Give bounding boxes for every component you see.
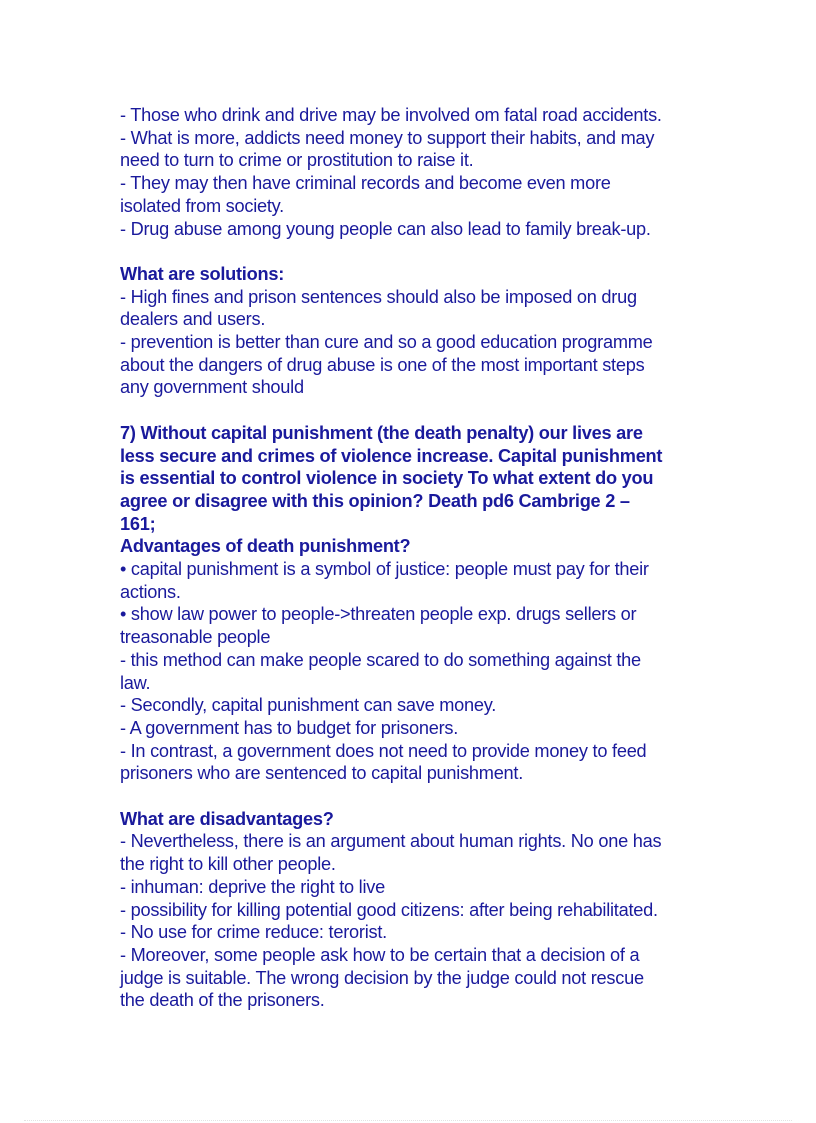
text-line: - Those who drink and drive may be involved om fatal road accidents. [120, 105, 662, 125]
text-line: - In contrast, a government does not need to provide money to feed [120, 740, 647, 761]
disadvantages-heading: What are disadvantages? [120, 808, 334, 829]
capital-punishment-section [120, 422, 720, 785]
text-line: prisoners who are sentenced to capital punishment. [120, 763, 524, 784]
paragraph-gap [120, 399, 720, 422]
drug-consequences-list [120, 104, 720, 240]
question-line: is essential to control violence in society To what extent do you [120, 468, 654, 489]
text-line: any government should [120, 377, 304, 398]
document-body [120, 104, 720, 1012]
text-line: - this method can make people scared to do something against the [120, 649, 641, 670]
text-line: - Moreover, some people ask how to be certain that a decision of a [120, 944, 640, 965]
text-line: judge is suitable. The wrong decision by the judge could not rescue [120, 967, 644, 988]
text-line: • capital punishment is a symbol of justice: people must pay for their [120, 559, 649, 580]
text-line: - A government has to budget for prisoners. [120, 717, 459, 738]
text-line: - What is more, addicts need money to support their habits, and may [120, 127, 655, 148]
text-line: the death of the prisoners. [120, 990, 325, 1011]
advantages-heading: Advantages of death punishment? [120, 536, 411, 557]
text-line: - Drug abuse among young people can also lead to family break-up. [120, 218, 651, 239]
disadvantages-section [120, 808, 720, 1012]
page-bottom-divider [24, 1120, 792, 1121]
solutions-heading: What are solutions: [120, 263, 284, 284]
paragraph-gap [120, 240, 720, 263]
question-line: less secure and crimes of violence increase. Capital punishment [120, 445, 663, 466]
text-line: - prevention is better than cure and so a good education programme [120, 332, 653, 353]
text-line: - Secondly, capital punishment can save money. [120, 695, 497, 716]
text-line: - High fines and prison sentences should also be imposed on drug [120, 286, 637, 307]
solutions-section [120, 263, 720, 399]
essay-question [120, 422, 720, 536]
text-line: law. [120, 672, 151, 693]
text-line: - possibility for killing potential good citizens: after being rehabilitated. [120, 899, 658, 920]
text-line: treasonable people [120, 627, 271, 648]
text-line: dealers and users. [120, 309, 266, 330]
text-line: isolated from society. [120, 195, 284, 216]
text-line: - No use for crime reduce: terorist. [120, 922, 387, 943]
question-line: agree or disagree with this opinion? Death pd6 Cambrige 2 – [120, 490, 630, 511]
text-line: actions. [120, 581, 181, 602]
paragraph-gap [120, 785, 720, 808]
text-line: - Nevertheless, there is an argument about human rights. No one has [120, 831, 662, 852]
question-line: 7) Without capital punishment (the death penalty) our lives are [120, 422, 643, 443]
text-line: the right to kill other people. [120, 854, 336, 875]
text-line: - inhuman: deprive the right to live [120, 876, 385, 897]
question-line: 161; [120, 513, 156, 534]
text-line: - They may then have criminal records and become even more [120, 173, 611, 194]
text-line: need to turn to crime or prostitution to raise it. [120, 150, 474, 171]
text-line: about the dangers of drug abuse is one of the most important steps [120, 354, 645, 375]
text-line: • show law power to people->threaten people exp. drugs sellers or [120, 604, 637, 625]
